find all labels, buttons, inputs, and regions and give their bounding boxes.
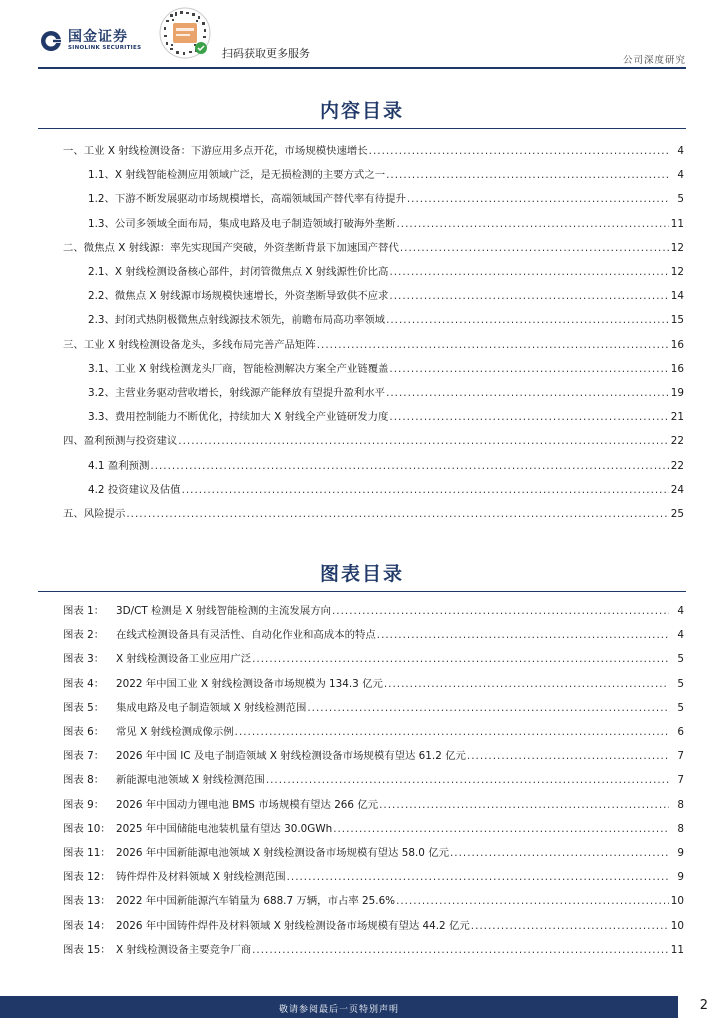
toc-section-entry[interactable] [88, 190, 684, 206]
toc-entry-page: 4 [677, 169, 684, 182]
figure-leader-dots [467, 750, 669, 763]
toc-leader-dots [317, 339, 669, 352]
toc-leader-dots [178, 435, 669, 448]
toc-entry-page: 21 [670, 411, 684, 424]
toc-leader-dots [389, 266, 669, 279]
toc-leader-dots [369, 145, 669, 158]
figure-leader-dots [379, 799, 669, 812]
toc-entry-text: 一、工业 X 射线检测设备：下游应用多点开花，市场规模快速增长 [63, 145, 368, 157]
toc-leader-dots [386, 387, 669, 400]
toc-entry-page: 12 [670, 241, 684, 254]
figure-leader-dots [333, 823, 669, 836]
figure-caption: 集成电路及电子制造领域 X 射线检测范围 [116, 701, 307, 714]
figure-list-entry[interactable] [63, 941, 684, 957]
toc-leader-dots [389, 363, 669, 376]
figure-label: 图表 1： [63, 605, 105, 617]
figure-page: 7 [677, 750, 684, 763]
document-type-label: 公司深度研究 [622, 55, 686, 66]
figure-list-entry[interactable] [63, 699, 684, 715]
toc-entry-page: 4 [677, 145, 684, 157]
toc-leader-dots [389, 411, 669, 424]
figure-label: 图表 11： [63, 847, 111, 859]
toc-leader-dots [389, 290, 669, 303]
figure-label: 图表 4： [63, 677, 105, 690]
figure-caption: 铸件焊件及材料领域 X 射线检测范围 [116, 871, 286, 884]
figure-leader-dots [471, 920, 669, 933]
figure-leader-dots [266, 774, 669, 787]
figure-caption: 常见 X 射线检测成像示例 [116, 726, 234, 738]
figure-leader-dots [235, 726, 669, 739]
toc-chapter-entry[interactable] [63, 142, 684, 158]
figure-label: 图表 12： [63, 871, 111, 884]
toc-entry-page: 16 [670, 362, 684, 375]
figure-list-entry[interactable] [63, 650, 684, 666]
figure-list-entry[interactable] [63, 892, 684, 908]
toc-leader-dots [400, 242, 669, 255]
toc-title: 内容目录 [319, 100, 404, 122]
figure-page: 8 [677, 798, 684, 811]
toc-entry-text: 三、工业 X 射线检测设备龙头，多线布局完善产品矩阵 [63, 338, 316, 351]
toc-entry-page: 15 [670, 314, 684, 327]
figure-caption: 2022 年中国工业 X 射线检测设备市场规模为 134.3 亿元 [116, 677, 383, 690]
figure-caption: 3D/CT 检测是 X 射线智能检测的主流发展方向 [116, 605, 331, 617]
figure-list-entry[interactable] [63, 796, 684, 812]
figure-page: 11 [670, 943, 684, 956]
figure-leader-dots [384, 678, 669, 691]
figure-label: 图表 13： [63, 895, 111, 908]
toc-entry-text: 1.2、下游不断发展驱动市场规模增长，高端领域国产替代率有待提升 [88, 193, 406, 206]
figure-list-entry[interactable] [63, 820, 684, 836]
figure-label: 图表 7： [63, 750, 105, 763]
toc-entry-page: 5 [677, 193, 684, 206]
toc-entry-page: 22 [670, 435, 684, 448]
toc-section-entry[interactable] [88, 457, 684, 473]
toc-entry-page: 19 [670, 387, 684, 399]
toc-leader-dots [182, 484, 669, 497]
figure-leader-dots [396, 895, 669, 908]
page-header [0, 0, 724, 68]
toc-leader-dots [386, 169, 669, 182]
figure-list-entry[interactable] [63, 917, 684, 933]
toc-entry-page: 16 [670, 338, 684, 351]
figure-list-entry[interactable] [63, 747, 684, 763]
figure-caption: 2026 年中国动力锂电池 BMS 市场规模有望达 266 亿元 [116, 798, 379, 811]
toc-entry-text: 3.2、主营业务驱动营收增长，射线源产能释放有望提升盈利水平 [88, 387, 386, 399]
figure-leader-dots [332, 605, 669, 618]
toc-entry-text: 1.1、X 射线智能检测应用领域广泛，是无损检测的主要方式之一 [88, 169, 386, 182]
toc-chapter-entry[interactable] [63, 239, 684, 255]
toc-entry-text: 2.1、X 射线检测设备核心部件，封闭管微焦点 X 射线源性价比高 [88, 266, 389, 278]
figure-leader-dots [252, 944, 669, 957]
toc-entry-page: 12 [670, 266, 684, 278]
toc-leader-dots [386, 314, 669, 327]
figure-page: 4 [677, 605, 684, 617]
figure-caption: X 射线检测设备工业应用广泛 [116, 653, 252, 666]
figure-label: 图表 15： [63, 943, 111, 956]
figure-caption: 2022 年中国新能源汽车销量为 688.7 万辆，市占率 25.6% [116, 895, 396, 908]
figure-leader-dots [377, 629, 669, 642]
toc-section-entry[interactable] [88, 360, 684, 376]
toc-entry-text: 3.3、费用控制能力不断优化，持续加大 X 射线全产业链研发力度 [88, 411, 389, 424]
toc-entry-text: 五、风险提示 [63, 508, 126, 520]
toc-leader-dots [150, 460, 669, 473]
toc-title-divider [38, 128, 686, 129]
toc-entry-text: 1.3、公司多领域全面布局，集成电路及电子制造领域打破海外垄断 [88, 217, 396, 230]
toc-leader-dots [396, 218, 669, 231]
figure-list-entry[interactable] [63, 844, 684, 860]
toc-entry-text: 3.1、工业 X 射线检测龙头厂商，智能检测解决方案全产业链覆盖 [88, 362, 389, 375]
figure-page: 10 [670, 895, 684, 908]
figure-page: 10 [670, 919, 684, 932]
figure-caption: 2026 年中国铸件焊件及材料领域 X 射线检测设备市场规模有望达 44.2 亿元 [116, 919, 470, 932]
figure-page: 8 [677, 822, 684, 835]
sinolink-logo-icon [40, 30, 64, 52]
figure-label: 图表 9： [63, 798, 105, 811]
toc-entry-text: 二、微焦点 X 射线源：率先实现国产突破，外资垄断背景下加速国产替代 [63, 241, 399, 254]
toc-leader-dots [126, 508, 669, 521]
toc-entry-text: 2.3、封闭式热阴极微焦点射线源技术领先，前瞻布局高功率领域 [88, 314, 386, 327]
figure-label: 图表 10： [63, 822, 111, 835]
figure-list-entry[interactable] [63, 723, 684, 739]
toc-leader-dots [407, 193, 669, 206]
figure-page: 9 [677, 847, 684, 859]
toc-section-entry[interactable] [88, 384, 684, 400]
figure-list-entry[interactable] [63, 626, 684, 642]
figure-leader-dots [307, 702, 669, 715]
toc-section-entry[interactable] [88, 311, 684, 327]
figure-page: 5 [677, 677, 684, 690]
company-name-en: SINOLINK SECURITIES [68, 45, 142, 52]
figure-label: 图表 5： [63, 701, 105, 714]
toc-section-entry[interactable] [88, 215, 684, 231]
figure-caption: 2025 年中国储能电池装机量有望达 30.0GWh [116, 822, 333, 835]
figure-page: 9 [677, 871, 684, 884]
figure-leader-dots [252, 653, 669, 666]
toc-entry-text: 2.2、微焦点 X 射线源市场规模快速增长，外资垄断导致供不应求 [88, 290, 389, 303]
figure-page: 4 [677, 629, 684, 642]
figure-label: 图表 6： [63, 726, 105, 738]
toc-chapter-entry[interactable] [63, 336, 684, 352]
qr-code-icon[interactable] [158, 6, 212, 60]
figure-list-entry[interactable] [63, 771, 684, 787]
toc-entry-page: 22 [670, 459, 684, 472]
figure-list-title: 图表目录 [319, 563, 404, 585]
figure-list-entry[interactable] [63, 675, 684, 691]
company-logo [40, 30, 141, 52]
figure-leader-dots [287, 871, 669, 884]
page-number: 2 [699, 998, 708, 1013]
qr-caption: 扫码获取更多服务 [222, 47, 310, 60]
toc-entry-page: 24 [670, 483, 684, 496]
toc-chapter-entry[interactable] [63, 505, 684, 521]
toc-entry-text: 4.1 盈利预测 [88, 459, 150, 472]
toc-entry-page: 11 [670, 217, 684, 230]
toc-section-entry[interactable] [88, 408, 684, 424]
figure-list-title-divider [38, 591, 686, 592]
figure-label: 图表 8： [63, 774, 105, 787]
footer-disclaimer[interactable]: 敬请参阅最后一页特别声明 [278, 1005, 399, 1015]
figure-label: 图表 14： [63, 919, 111, 932]
figure-label: 图表 3： [63, 653, 105, 666]
toc-section-entry[interactable] [88, 263, 684, 279]
toc-entry-text: 四、盈利预测与投资建议 [63, 435, 178, 448]
toc-entry-page: 25 [670, 508, 684, 520]
figure-leader-dots [450, 847, 669, 860]
company-name-cn: 国金证券 [68, 29, 128, 46]
toc-section-entry[interactable] [88, 481, 684, 497]
toc-section-entry[interactable] [88, 166, 684, 182]
header-divider [38, 67, 686, 69]
figure-page: 5 [677, 701, 684, 714]
toc-section-entry[interactable] [88, 287, 684, 303]
toc-entry-text: 4.2 投资建议及估值 [88, 483, 181, 496]
figure-caption: 在线式检测设备具有灵活性、自动化作业和高成本的特点 [116, 629, 376, 642]
figure-caption: X 射线检测设备主要竞争厂商 [116, 943, 252, 956]
figure-page: 7 [677, 774, 684, 787]
toc-entry-page: 14 [670, 290, 684, 303]
toc-chapter-entry[interactable] [63, 432, 684, 448]
figure-label: 图表 2： [63, 629, 105, 642]
figure-list-entry[interactable] [63, 868, 684, 884]
figure-list-entry[interactable] [63, 602, 684, 618]
figure-caption: 2026 年中国新能源电池领域 X 射线检测设备市场规模有望达 58.0 亿元 [116, 847, 449, 859]
figure-page: 6 [677, 726, 684, 738]
figure-page: 5 [677, 653, 684, 666]
figure-caption: 新能源电池领域 X 射线检测范围 [116, 774, 265, 787]
figure-caption: 2026 年中国 IC 及电子制造领域 X 射线检测设备市场规模有望达 61.2 亿元 [116, 750, 466, 763]
